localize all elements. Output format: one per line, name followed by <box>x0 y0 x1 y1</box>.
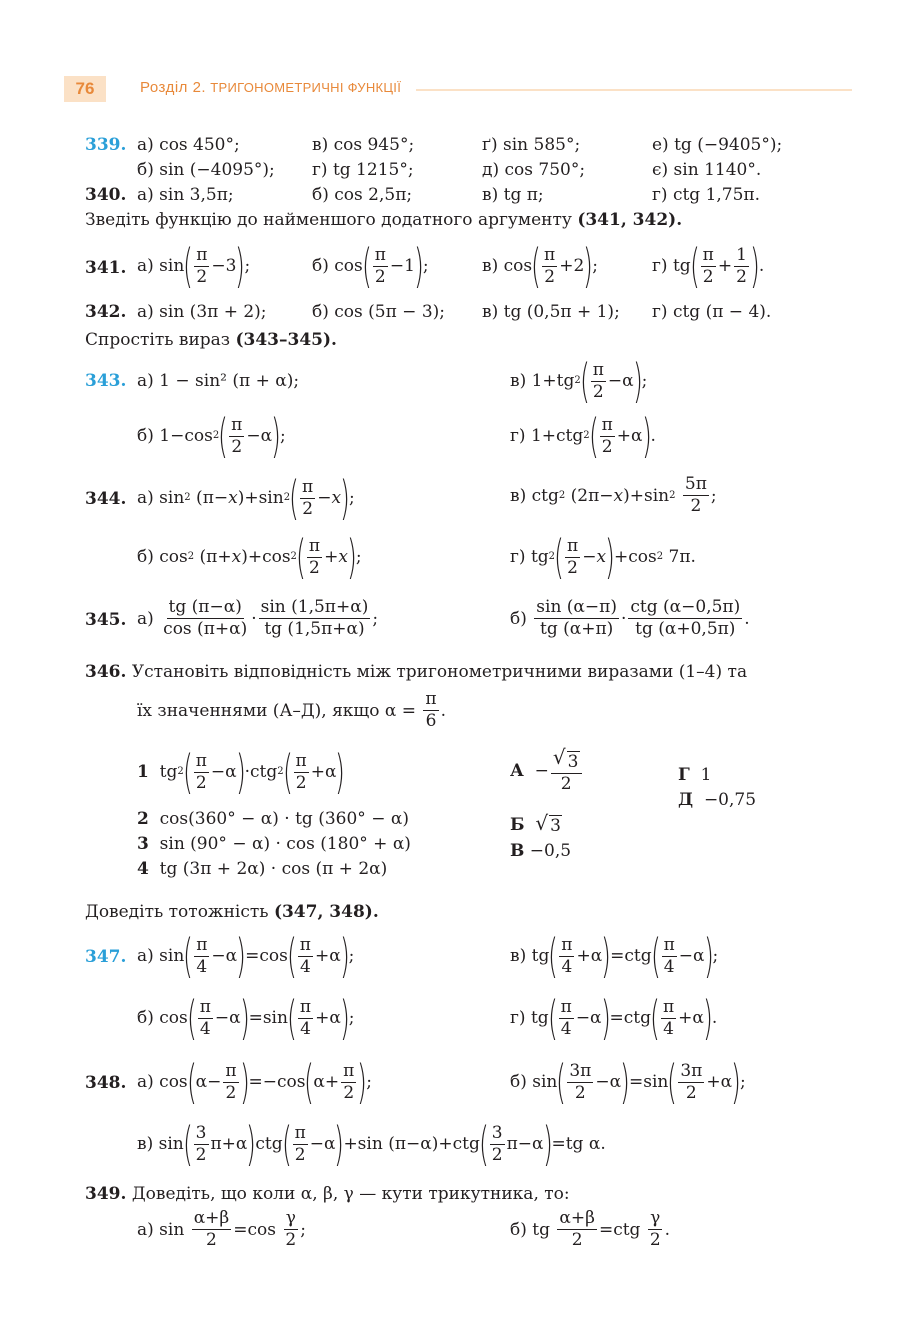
item-b: б) cos ( π 2 −1 ) ; <box>312 239 429 293</box>
exercise-number: 339. <box>85 135 127 155</box>
instruction-347-348 <box>85 901 379 923</box>
exercise-number: 349. <box>85 1184 127 1204</box>
exercise-346-line-2 <box>137 690 446 736</box>
item: в) tg π; <box>482 185 544 205</box>
answer-letter: В <box>510 841 525 861</box>
exercise-349 <box>85 1183 570 1205</box>
exercise-number: 343. <box>85 371 127 391</box>
task-text: Доведіть, що коли α, β, γ — кути трикутника, то: <box>131 1184 570 1204</box>
item: г) tg 1215°; <box>312 160 414 180</box>
item: г) ctg 1,75π. <box>652 185 761 205</box>
item-b: б) cos 2 (π+ x )+cos 2 ( π 2 + x ) ; <box>137 530 362 584</box>
exercise-number: 348. <box>85 1073 127 1093</box>
item: є) sin 1140°. <box>652 160 762 180</box>
item-b: б) cos ( π 4 −α ) =sin ( π 4 +α ) ; <box>137 991 355 1045</box>
item: б) sin (−4095°); <box>137 160 275 180</box>
exercise-342 <box>85 301 772 323</box>
item-a: а) 1 − sin² (π + α); <box>137 371 300 391</box>
exercise-346-line-1 <box>85 661 747 683</box>
item-a: а) sin 2 (π− x )+sin 2 ( π 2 − x ) ; <box>137 471 355 525</box>
exercise-number: 345. <box>85 610 127 630</box>
item-a: а) tg (π−α) cos (π+α) · sin (1,5π+α) tg (1,5π+α) ; <box>137 597 379 639</box>
item: д) cos 750°; <box>482 160 586 180</box>
item: в) tg (0,5π + 1); <box>482 302 620 322</box>
exercise-number: 340. <box>85 185 127 205</box>
item-v: в) ctg 2 (2π− x )+sin 2 5π 2 ; <box>510 474 717 516</box>
item-b: б) sin ( 3π 2 −α ) =sin ( 3π 2 +α ) ; <box>510 1055 746 1109</box>
item-g: г) 1+ctg 2 ( π 2 +α ) . <box>510 409 656 463</box>
item-v: в) sin ( 3 2 π+α ) ctg ( π 2 −α ) +sin (π−α)+ctg ( 3 2 π−α ) =tg α. <box>137 1117 606 1171</box>
instruction-refs: (343–345). <box>235 330 337 350</box>
chapter-heading <box>140 79 401 96</box>
instruction-text: Спростіть вираз <box>85 330 231 350</box>
task-text-condition: їх значеннями (А–Д), якщо α = π 6 . <box>137 689 446 731</box>
header-rule <box>416 89 852 91</box>
exercise-number: 346. <box>85 662 127 682</box>
instruction-refs: (347, 348). <box>273 902 379 922</box>
answer-value: −0,5 <box>529 841 572 861</box>
item: е) tg (−9405°); <box>652 135 783 155</box>
item-a: а) sin α+β 2 =cos γ 2 ; <box>137 1208 306 1250</box>
match-row-1 <box>137 745 346 799</box>
item-v: в) cos ( π 2 +2 ) ; <box>482 239 598 293</box>
exercise-number: 347. <box>85 947 127 967</box>
instruction-341-342 <box>85 209 682 231</box>
item-b: б) sin (α−π) tg (α+π) · ctg (α−0,5π) tg (α+0,5π) . <box>510 597 750 639</box>
instruction-text: Зведіть функцію до найменшого додатного аргументу <box>85 210 572 230</box>
instruction-343-345 <box>85 329 337 351</box>
exercise-number: 341. <box>85 258 127 278</box>
item-b: б) 1−cos 2 ( π 2 −α ) ; <box>137 409 286 463</box>
expression-4: tg (3π + 2α) · cos (π + 2α) <box>159 859 388 879</box>
item-a: а) sin ( π 2 −3 ) ; <box>137 239 251 293</box>
expression-1: 1 tg 2 ( π 2 −α ) ·ctg 2 ( π 2 +α ) <box>137 745 346 799</box>
item: г) ctg (π − 4). <box>652 302 772 322</box>
chapter-title: ТРИГОНОМЕТРИЧНІ ФУНКЦІЇ <box>210 80 402 95</box>
answer-value: 1 <box>700 765 712 785</box>
expression-2: cos(360° − α) · tg (360° − α) <box>159 809 409 829</box>
instruction-text: Доведіть тотожність <box>85 902 269 922</box>
page-header <box>64 74 852 104</box>
item-g: г) tg ( π 2 + 1 2 ) . <box>652 239 765 293</box>
item: в) cos 945°; <box>312 135 415 155</box>
match-row-2: 2 cos(360° − α) · tg (360° − α) <box>137 809 409 829</box>
answer-d <box>678 789 756 811</box>
item-v: в) tg ( π 4 +α ) =ctg ( π 4 −α ) ; <box>510 929 719 983</box>
chapter-label: Розділ 2. <box>140 79 207 96</box>
item: б) cos 2,5π; <box>312 185 413 205</box>
item-g: г) tg ( π 4 −α ) =ctg ( π 4 +α ) . <box>510 991 718 1045</box>
answer-a: А − √ 3 2 <box>510 748 584 800</box>
item: а) sin (3π + 2); <box>137 302 267 322</box>
match-row-4: 4 tg (3π + 2α) · cos (π + 2α) <box>137 859 388 879</box>
answer-value: −0,75 <box>703 790 757 810</box>
answer-letter: Г <box>678 765 690 785</box>
match-row-3: 3 sin (90° − α) · cos (180° + α) <box>137 834 411 854</box>
item: б) cos (5π − 3); <box>312 302 446 322</box>
page-number: 76 <box>64 76 106 102</box>
exercise-number: 342. <box>85 302 127 322</box>
item: а) sin 3,5π; <box>137 185 234 205</box>
answer-letter: Б <box>510 815 525 835</box>
exercise-number: 344. <box>85 489 127 509</box>
task-text: їх значеннями (А–Д), якщо <box>137 700 380 721</box>
item: ґ) sin 585°; <box>482 135 581 155</box>
item-v: в) 1+tg 2 ( π 2 −α ) ; <box>510 354 648 408</box>
item: а) cos 450°; <box>137 135 240 155</box>
exercise-339-row-1 <box>85 134 783 156</box>
item-a: а) cos ( α− π 2 ) =−cos ( α+ π 2 ) ; <box>137 1055 373 1109</box>
answer-v <box>510 840 571 862</box>
answer-g <box>678 764 711 786</box>
exercise-340 <box>85 184 761 206</box>
item-b: б) tg α+β 2 =ctg γ 2 . <box>510 1208 671 1250</box>
task-text: Установіть відповідність між тригонометричними виразами (1–4) та <box>131 662 748 682</box>
item-g: г) tg 2 ( π 2 − x ) +cos 2 7π. <box>510 530 696 584</box>
answer-b: Б √ 3 <box>510 811 561 836</box>
item-a: а) sin ( π 4 −α ) =cos ( π 4 +α ) ; <box>137 929 355 983</box>
expression-3: sin (90° − α) · cos (180° + α) <box>159 834 411 854</box>
answer-letter: Д <box>678 790 694 810</box>
instruction-refs: (341, 342). <box>577 210 683 230</box>
